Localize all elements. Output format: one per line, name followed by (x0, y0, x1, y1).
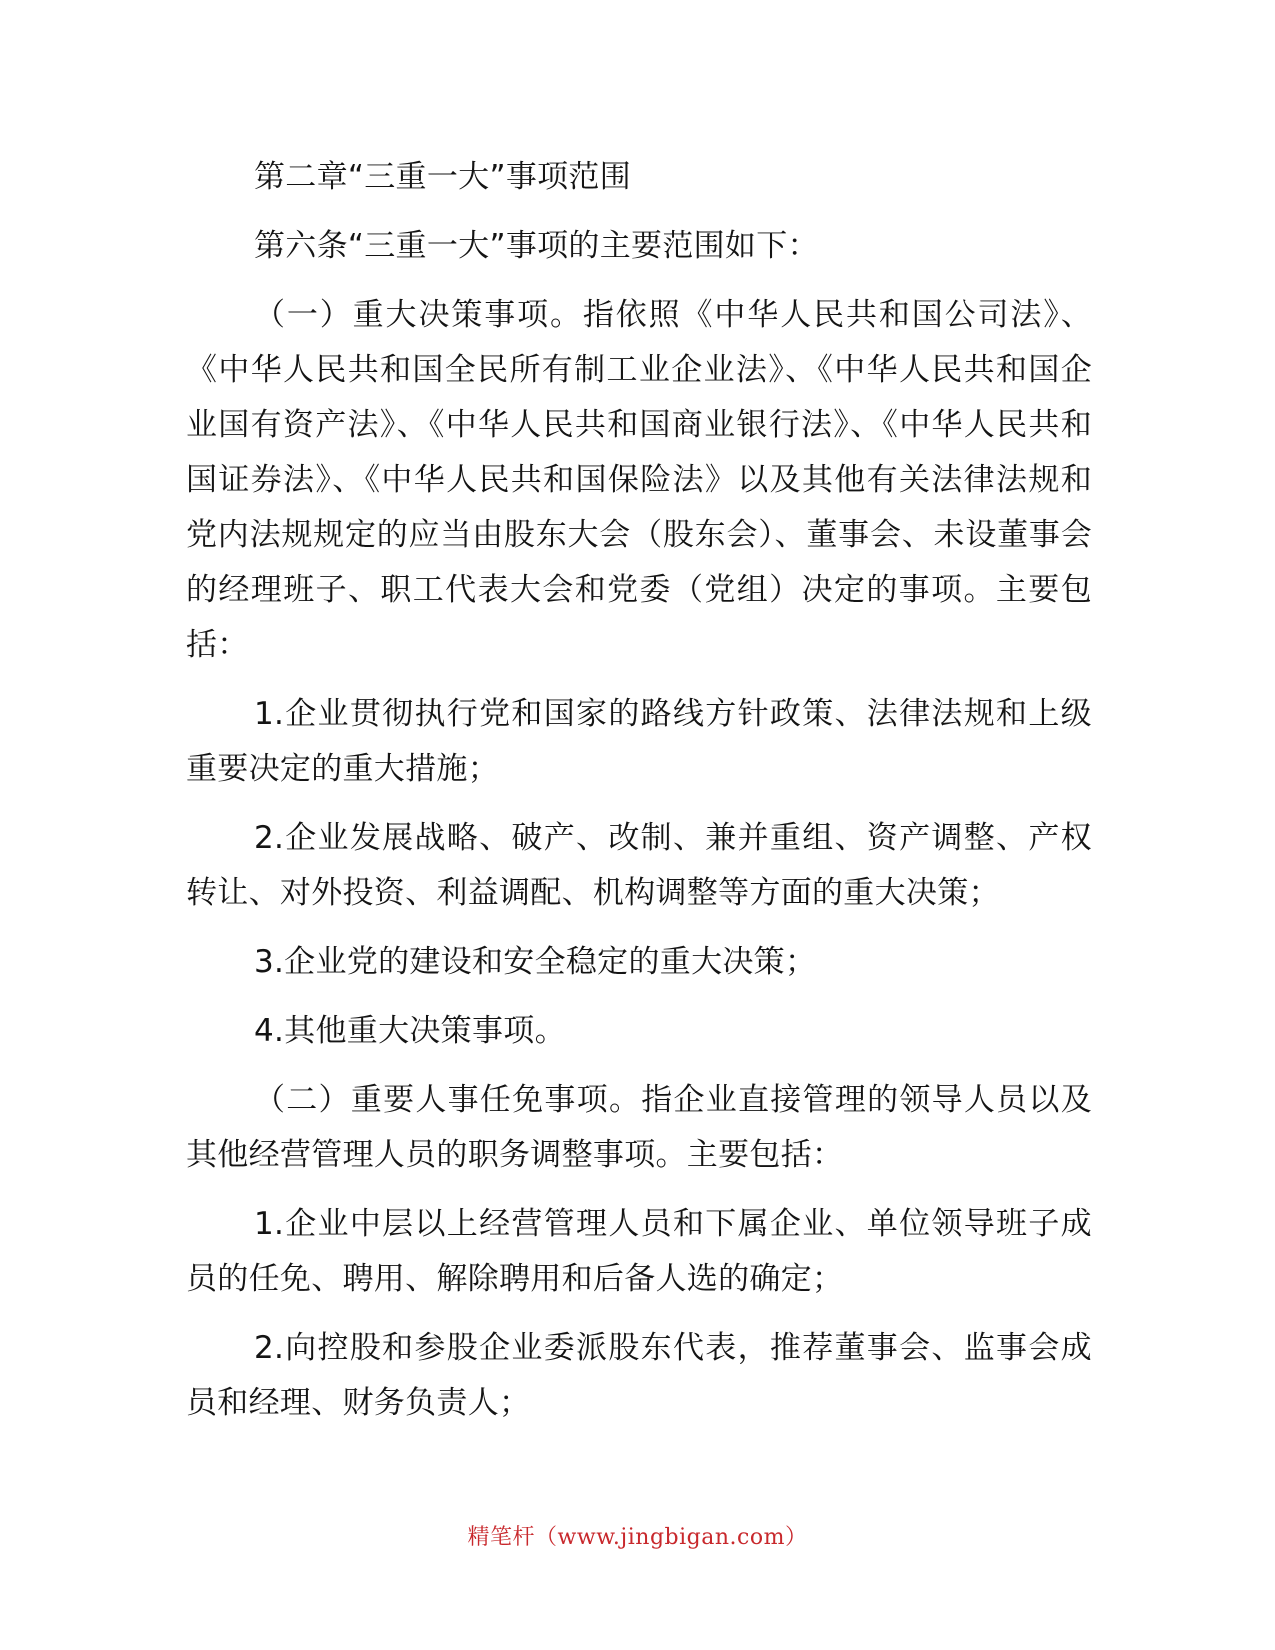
list-item: 2.向控股和参股企业委派股东代表，推荐董事会、监事会成员和经理、财务负责人； (186, 1330, 1092, 1421)
section-major-decisions: （一）重大决策事项。指依照《中华人民共和国公司法》、《中华人民共和国全民所有制工业企业法》、《中华人民共和国企业国有资产法》、《中华人民共和国商业银行法》、《中华人民共和国证券法》、《中华人民共和国保险法》以及其他有关法律法规和党内法规规定的应当由股东大会（股东会）、董事会、未设董事会的经理班子、职工代表大会和党委（党组）决定的事项。主要包括： (186, 297, 1092, 663)
chapter-heading: 第二章“三重一大”事项范围 (254, 159, 632, 195)
footer-watermark-link[interactable]: 精笔杆（www.jingbigan.com） (467, 1525, 808, 1550)
list-item: 1.企业贯彻执行党和国家的路线方针政策、法律法规和上级重要决定的重大措施； (186, 696, 1092, 787)
list-item: 4.其他重大决策事项。 (254, 1013, 566, 1049)
list-item: 3.企业党的建设和安全稳定的重大决策； (254, 944, 817, 980)
document-body (186, 150, 1092, 1445)
list-item: 2.企业发展战略、破产、改制、兼并重组、资产调整、产权转让、对外投资、利益调配、机构调整等方面的重大决策； (186, 820, 1092, 911)
list-item: 1.企业中层以上经营管理人员和下属企业、单位领导班子成员的任免、聘用、解除聘用和后备人选的确定； (186, 1206, 1092, 1297)
section-personnel-appointments: （二）重要人事任免事项。指企业直接管理的领导人员以及其他经营管理人员的职务调整事项。主要包括： (186, 1082, 1092, 1173)
article-heading: 第六条“三重一大”事项的主要范围如下： (254, 228, 819, 264)
